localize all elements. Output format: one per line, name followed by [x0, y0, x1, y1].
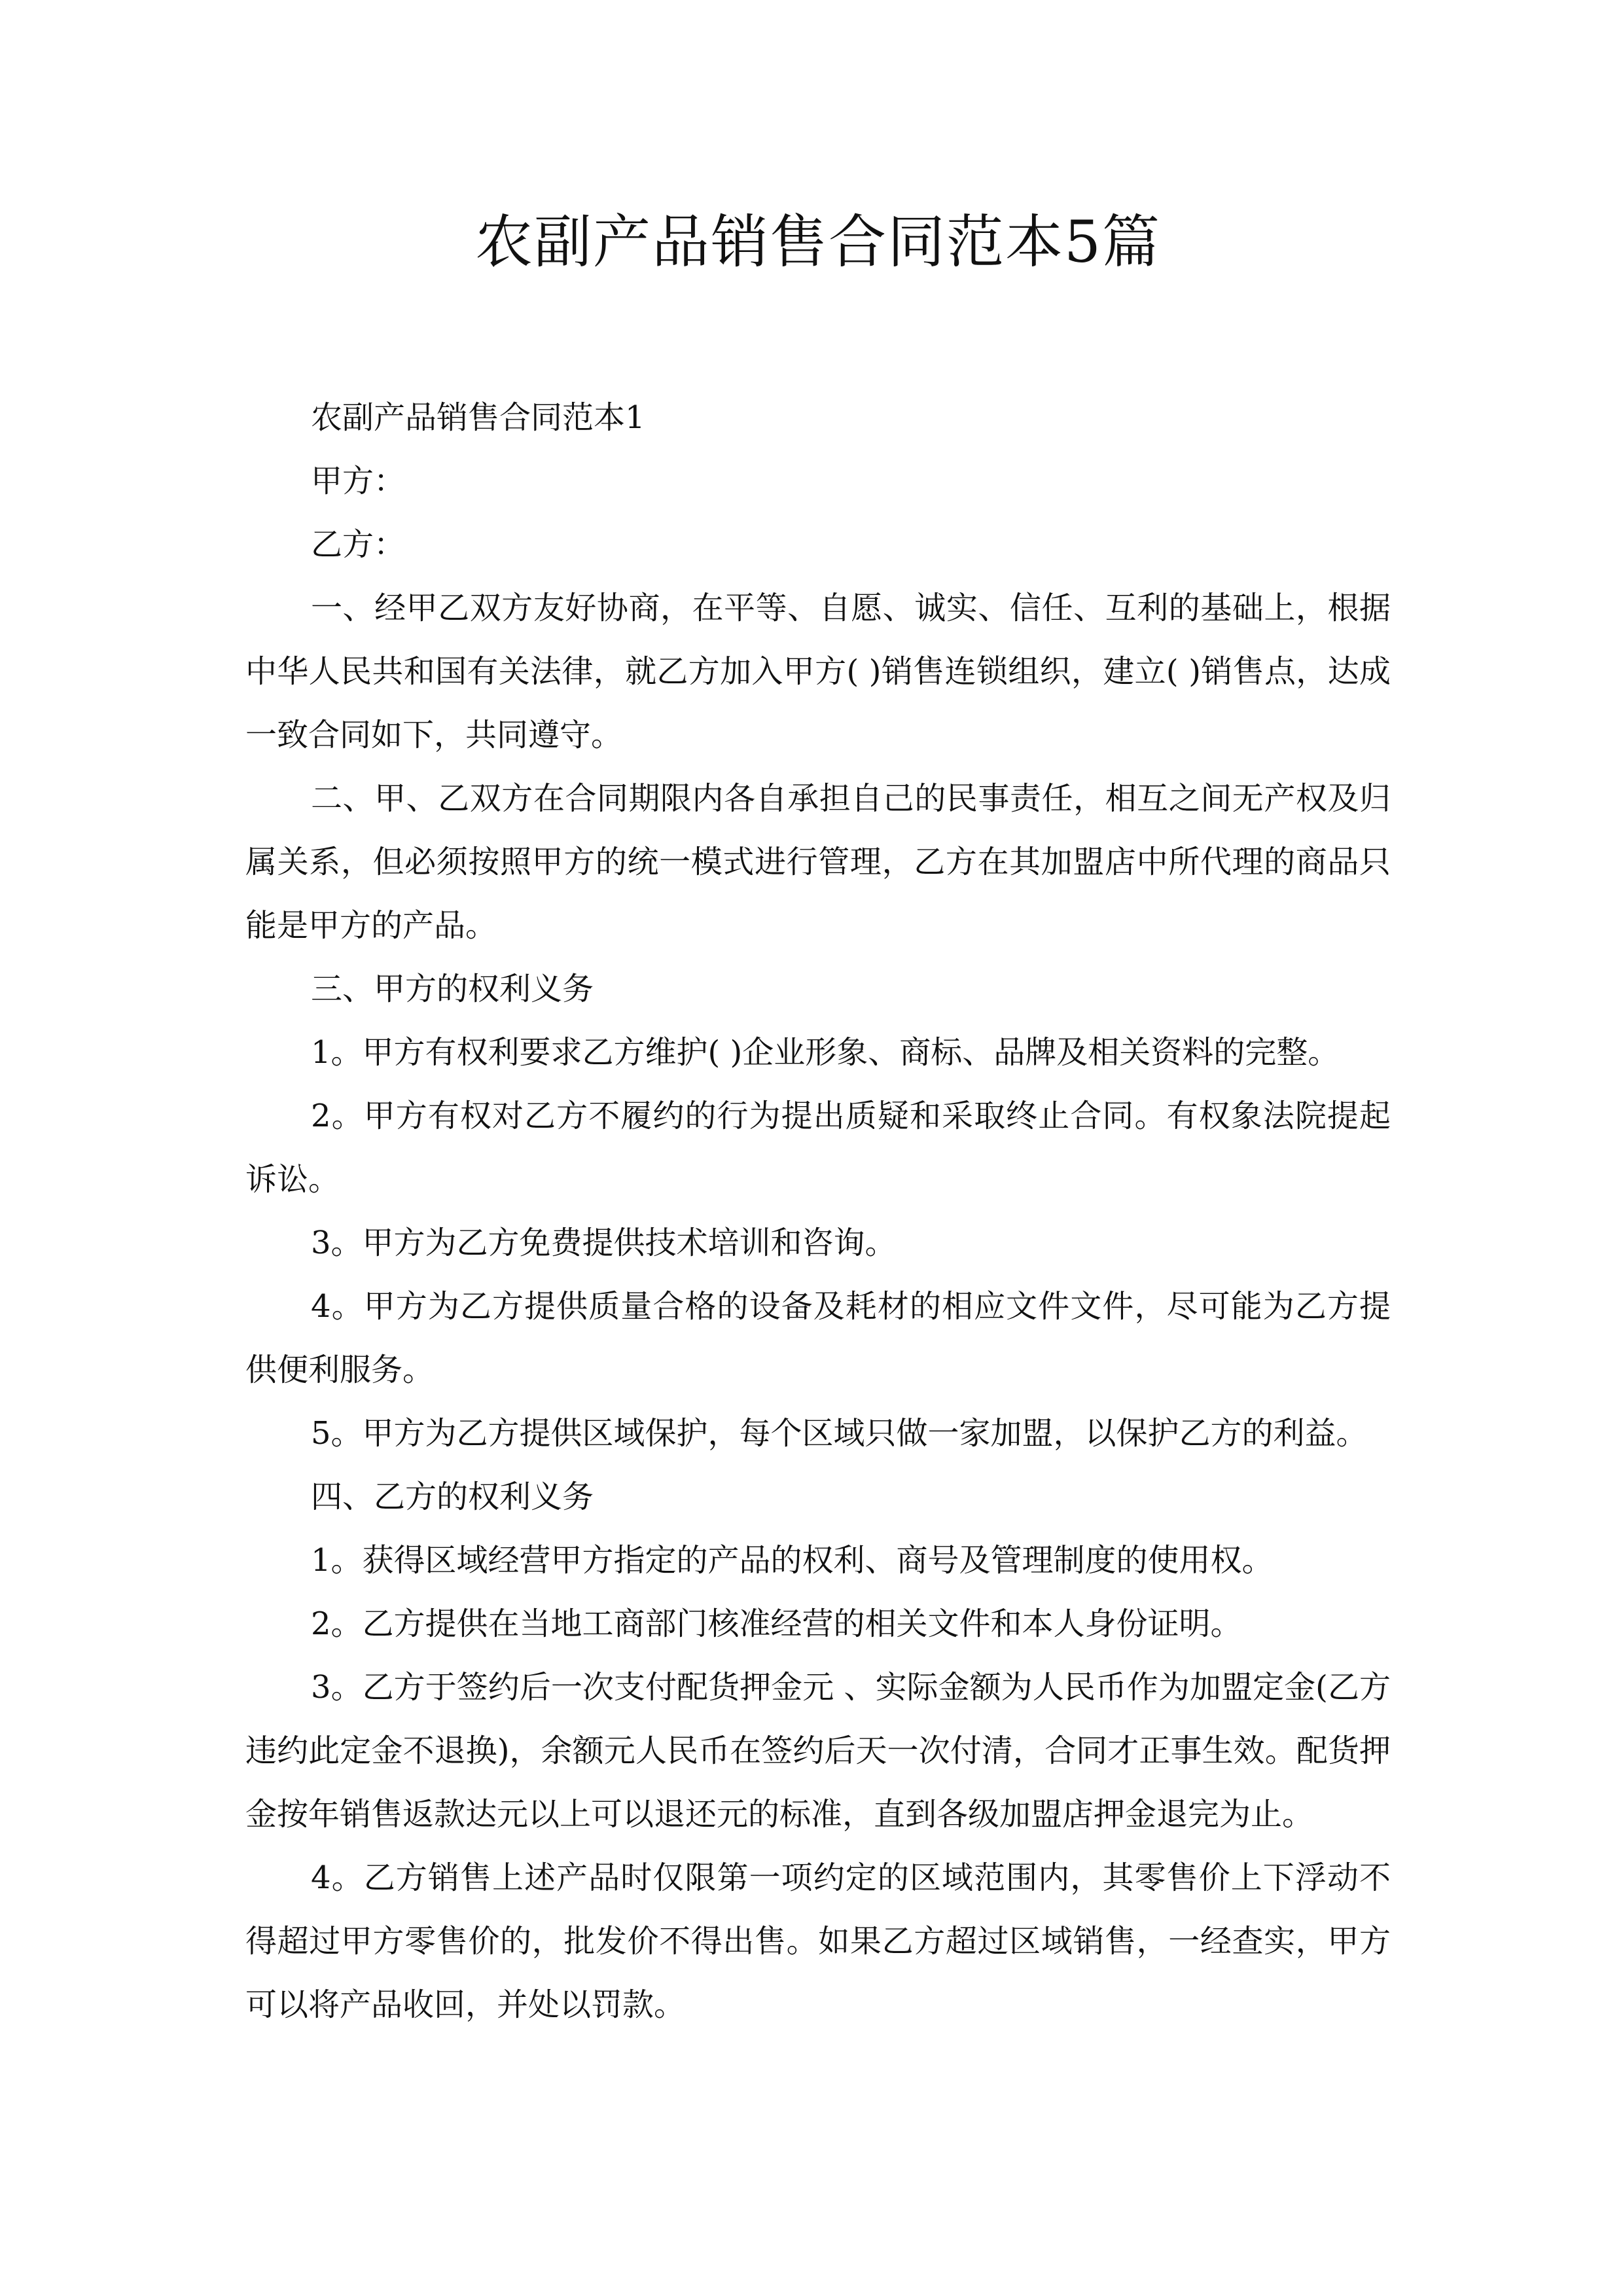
party-b-line: 乙方： [311, 526, 406, 563]
section-heading: 农副产品销售合同范本1 [311, 399, 645, 436]
clause-3-item-5: 5。甲方为乙方提供区域保护，每个区域只做一家加盟，以保护乙方的利益。 [311, 1415, 1368, 1452]
clause-3-item-4: 4。甲方为乙方提供质量合格的设备及耗材的相应文件文件，尽可能为乙方提供便利服务。 [245, 1288, 1391, 1388]
clause-4-heading: 四、乙方的权利义务 [311, 1479, 594, 1515]
clause-2: 二、甲、乙双方在合同期限内各自承担自己的民事责任，相互之间无产权及归属关系，但必须按照甲方的统一模式进行管理，乙方在其加盟店中所代理的商品只能是甲方的产品。 [245, 780, 1391, 944]
clause-4-item-4: 4。乙方销售上述产品时仅限第一项约定的区域范围内，其零售价上下浮动不得超过甲方零售价的，批发价不得出售。如果乙方超过区域销售，一经查实，甲方可以将产品收回，并处以罚款。 [245, 1859, 1391, 2023]
clause-4-item-3: 3。乙方于签约后一次支付配货押金元 、实际金额为人民币作为加盟定金(乙方违约此定金不退换)，余额元人民币在签约后天一次付清，合同才正事生效。配货押金按年销售返款达元以上可以退还元的标准，直到各级加盟店押金退完为止。 [245, 1669, 1391, 1833]
document-body [245, 386, 1391, 2037]
clause-3-item-1: 1。甲方有权利要求乙方维护( )企业形象、商标、品牌及相关资料的完整。 [311, 1034, 1340, 1071]
party-a-line: 甲方： [311, 463, 406, 499]
document-title: 农副产品销售合同范本5篇 [475, 208, 1161, 276]
clause-3-item-3: 3。甲方为乙方免费提供技术培训和咨询。 [311, 1225, 897, 1261]
clause-1: 一、经甲乙双方友好协商，在平等、自愿、诚实、信任、互利的基础上，根据中华人民共和国有关法律，就乙方加入甲方( )销售连锁组织，建立( )销售点，达成一致合同如下，共同遵守。 [245, 590, 1391, 753]
clause-4-item-2: 2。乙方提供在当地工商部门核准经营的相关文件和本人身份证明。 [311, 1605, 1242, 1642]
clause-4-item-1: 1。获得区域经营甲方指定的产品的权利、商号及管理制度的使用权。 [311, 1542, 1274, 1579]
clause-3-item-2: 2。甲方有权对乙方不履约的行为提出质疑和采取终止合同。有权象法院提起诉讼。 [245, 1098, 1391, 1198]
clause-3-heading: 三、甲方的权利义务 [311, 971, 594, 1007]
